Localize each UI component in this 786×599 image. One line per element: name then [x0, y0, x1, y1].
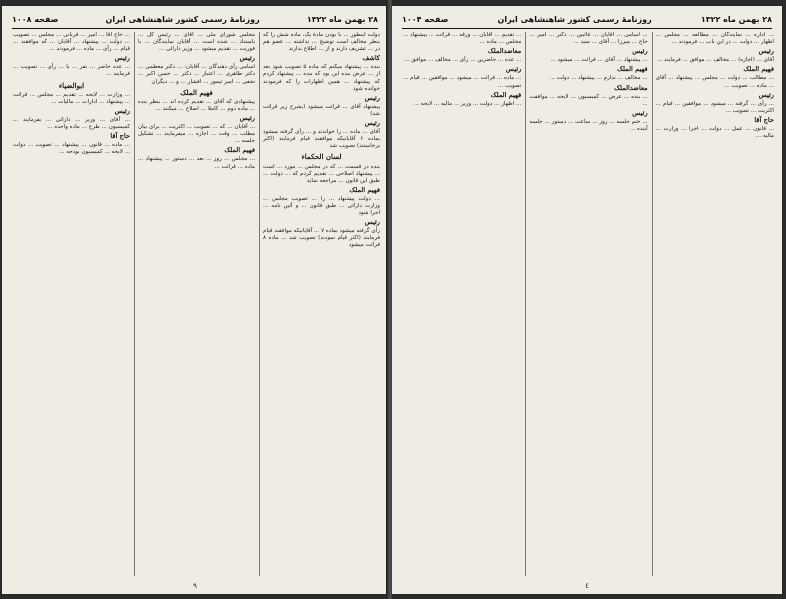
paragraph: ... اداره ... نمایندگان ... مطالعه ... مجلس ... اظهار ... دولت ... در این باب ... فرمودند ...: [655, 32, 774, 46]
paragraph: ... مخالف ... ندارم ... پیشنهاد ... دولت ...: [549, 75, 648, 82]
speaker-name: فهیم الملک: [743, 65, 774, 74]
paragraph: ... اظهار ... دولت ... وزیر ... مالیه ... لایحه ...: [413, 100, 522, 107]
right-page-columns: [400, 32, 774, 576]
speaker-name: معاضدالملک: [614, 83, 648, 92]
paragraph: ... حاج آقا ... امیر ... قربانی ... مجلس ... تصویب ... دولت ... پیشنهاد ... آقایان ... که موافقند ... قیام ... رأی ... ماده ... فرمودند ...: [13, 32, 130, 53]
speaker-name: رئیس: [632, 108, 648, 117]
right-page: [392, 6, 782, 594]
speaker-name: رئیس: [114, 54, 130, 63]
speaker-name: رئیس: [114, 106, 130, 115]
paragraph: ... عده حاضر ... نفر ... با ... رأی ... تصویب ... فرمایند ...: [13, 64, 130, 78]
section-heading: فهیم الملک: [180, 87, 213, 97]
left-page-columns: [10, 32, 380, 576]
speaker-name: حاج آقا: [754, 115, 774, 124]
paragraph: ... عده ... حاضرین ... رأی ... مخالف ... موافق ...: [404, 57, 522, 64]
paragraph: بنده ... پیشنهاد میکنم که ماده ۵ تصویب شود بعد از ... عرض بنده این بود که بنده ... پیشنهاد کردم که پیشنهاد ... همین اظهارات را که فرمودند خوانده شود: [263, 64, 380, 92]
paragraph: ... اسامی ... آقایان ... غائبین ... دکتر ... امیر ... حاج ... میرزا ... آقای ... سید ...: [529, 32, 648, 46]
speaker-name: کاشف: [362, 54, 380, 63]
right-page-footer: ٤: [585, 582, 589, 590]
paragraph: پیشنهاد آقای ... قرائت میشود (بشرح زیر قرائت شد): [263, 103, 380, 117]
paragraph: ... تقدیم ... آقایان ... ورقه ... قرائت ... پیشنهاد ... مجلس ... ماده ...: [403, 32, 522, 46]
paragraph: ... آقای ... وزیر ... دارائی ... بفرمایند ... کمیسیون ... طرح ... ماده واحده ...: [13, 116, 130, 131]
speaker-name: رئیس: [364, 218, 380, 227]
left-page: [2, 6, 388, 594]
paragraph: ... قانون ... عمل ... دولت ... اجرا ... وزارت ... مالیه ...: [655, 126, 774, 140]
speaker-name: فهیم الملک: [617, 65, 648, 74]
section-heading: لسان الحکماء: [301, 152, 342, 162]
speaker-name: رئیس: [239, 113, 255, 122]
text-column: [652, 32, 774, 576]
paragraph: ... بنده ... عرض ... کمیسیون ... لایحه ... موافقت ...: [529, 93, 648, 107]
right-page-title: روزنامهٔ رسمی کشور شاهنشاهی ایران: [497, 14, 652, 24]
paragraph: پیشنهادی که آقای ... تقدیم کرده اند ... بنظر بنده ... ماده دوم ... کاملا ... اصلاح ... میکنند ...: [138, 98, 255, 112]
speaker-name: فهیم الملک: [224, 146, 255, 155]
right-page-header: [402, 12, 772, 29]
text-column: [525, 32, 647, 576]
left-page-header: [12, 12, 378, 29]
paragraph: مجلس شورای ملی ... آقای ... رئیس کل ... باستناد ... شده است ... آقایان نمایندگان ... با فوریت ... تقدیم میشود ... وزیر دارائی ...: [138, 32, 255, 53]
right-page-date: ۲۸ بهمن ماه ۱۳۲۲: [700, 14, 772, 24]
paragraph: رأی گرفته میشود بماده ۷ ... آقایانیکه موافقند قیام فرمایند (اکثر قیام نمودند) تصویب شد ... ماده ۸ قرائت میشود: [263, 228, 380, 249]
left-page-date: ۲۸ بهمن ماه ۱۳۲۲: [306, 14, 378, 24]
paragraph: دولت اینطور ... با بودن مادهٔ یک، ماده شش را که بنظر مخالف است توضیح ... نداشته ... عضو هم در ... تشریف دارند و از ... اطلاع ندارند: [263, 32, 380, 53]
speaker-name: رئیس: [364, 119, 380, 128]
paragraph: ... دولت پیشنهاد ... را ... تصویب مجلس ... وزارت دارائی ... طبق قانون ... و آئین نامه ... اجرا شود: [263, 195, 380, 217]
paragraph: ... ماده ... قرائت ... میشود ... موافقین ... قیام ... تصویب ...: [403, 75, 522, 89]
speaker-name: رئیس: [239, 54, 255, 63]
left-page-title: روزنامهٔ رسمی کشور شاهنشاهی ایران: [105, 14, 260, 24]
paragraph: آقای ... (اجازه) ... مخالف ... موافق ... فرمایند ...: [657, 57, 774, 64]
paragraph: اسامی رأی دهندگان ... آقایان: ... دکتر معظمی ... دکتر طاهری ... اعتبار ... دکتر ... حسن اکبر ... نجفی ... امیر تیمور ... افشار ... و ... دیگران: [138, 64, 255, 85]
speaker-name: حاج آقا: [110, 132, 130, 141]
speaker-name: رئیس: [364, 93, 380, 102]
paragraph: ... وزارت ... لایحه ... تقدیم ... مجلس ... قرائت ... پیشنهاد ... ادارات ... مالیات ...: [13, 91, 130, 105]
text-column: [134, 32, 255, 576]
speaker-name: رئیس: [758, 90, 774, 99]
speaker-name: رئیس: [632, 47, 648, 56]
paragraph: ... پیشنهاد ... آقای ... قرائت ... میشود ...: [550, 57, 648, 64]
left-page-footer: ٩: [193, 582, 197, 590]
section-heading: ابوالضیاء: [58, 80, 85, 90]
paragraph: ... مطالب ... دولت ... مجلس ... پیشنهاد ... آقای ... ماده ... تصویب ...: [655, 75, 774, 89]
right-page-number: صفحه ۱۰۰۴: [402, 14, 449, 24]
left-page-number: صفحه ۱۰۰۸: [12, 14, 59, 24]
text-column: [400, 32, 521, 576]
paragraph: ... ختم جلسه ... روز ... ساعت ... دستور ... جلسه آینده ...: [529, 118, 648, 133]
text-column: [10, 32, 130, 576]
paragraph: ... رأی ... گرفته ... میشود ... موافقین ... قیام ... اکثریت ... تصویب ...: [655, 100, 774, 114]
paragraph: ... آقایان ... که ... تصویب ... اکثریت ... برای بیان مطلب ... وقت ... اجازه ... میفرمایند ... تشکیل جلسه ...: [138, 124, 255, 145]
paragraph: بنده در قسمت ... که در مجلس ... مورد ... است ... پیشنهاد اصلاحی ... تقدیم کردم که ... دولت ... طبق این قانون ... مراجعه نماید: [263, 163, 380, 184]
speaker-name: فهیم الملک: [349, 185, 380, 194]
paragraph: ... ماده ... قانون ... پیشنهاد ... تصویب ... دولت ... لایحه ... کمیسیون بودجه ...: [13, 142, 130, 156]
speaker-name: رئیس: [758, 47, 774, 56]
speaker-name: رئیس: [505, 65, 522, 74]
speaker-name: فهیم الملک: [490, 90, 522, 99]
speaker-name: معاضدالملک: [487, 47, 522, 56]
paragraph: آقای ... ماده ... را خواندند و ... رأی گرفته میشود بماده ۶ آقایانیکه موافقند قیام فرمایند (اکثر برخاستند) تصویب شد: [263, 129, 380, 150]
paragraph: ... مجلس ... روز ... بعد ... دستور ... پیشنهاد ... ماده ... قرائت ...: [138, 156, 255, 170]
text-column: [259, 32, 380, 576]
